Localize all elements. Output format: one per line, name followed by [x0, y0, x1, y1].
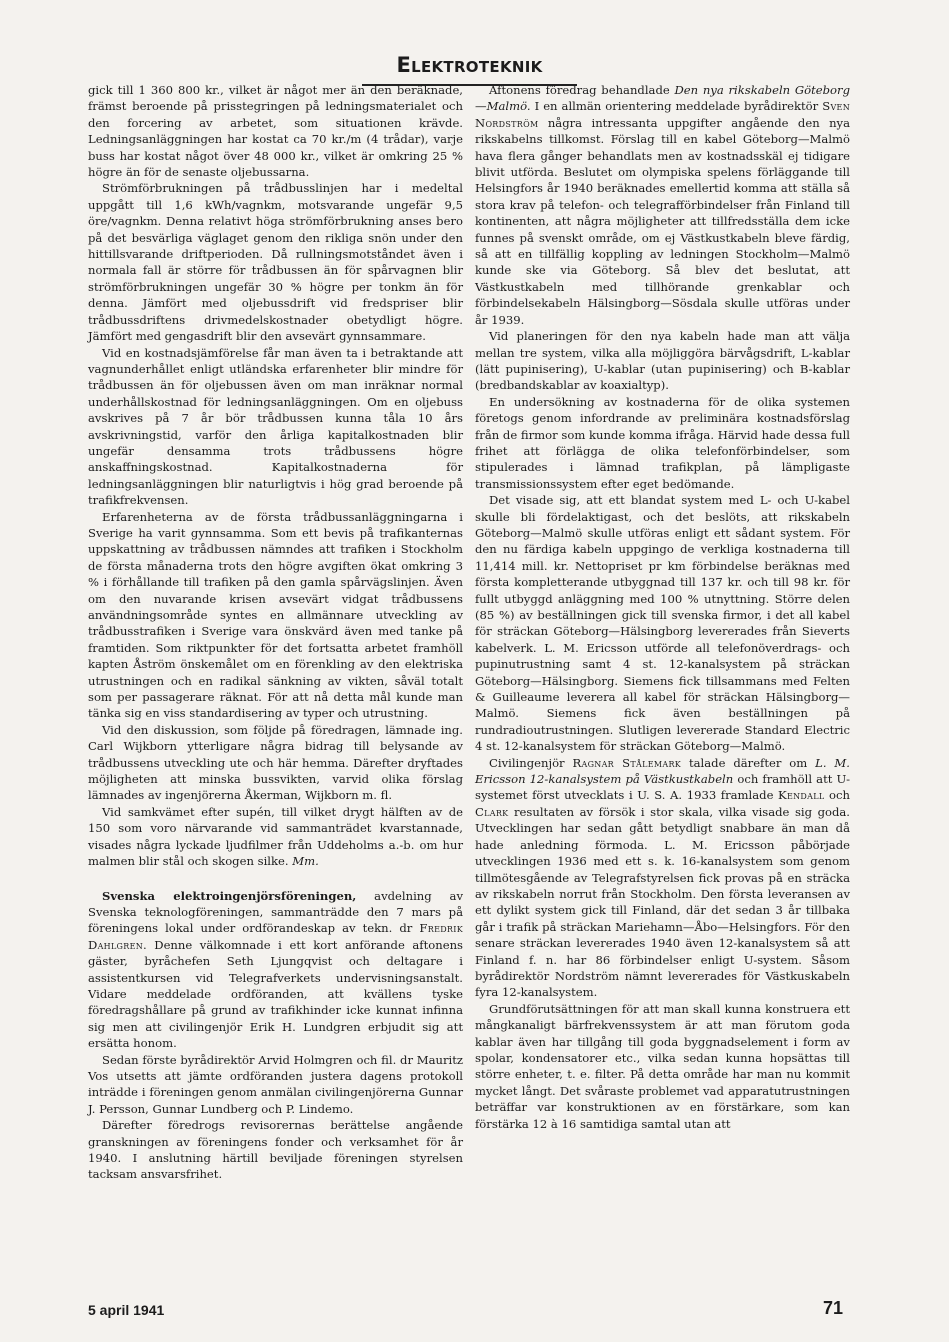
paragraph-text: och framhöll att U-systemet först utvecklats i U. S. A. 1933 framlade [475, 772, 850, 803]
paragraph-text: avdelning av Svenska teknologföreningen, sammanträdde den 7 mars på föreningens lokal under ordförandeskap av tekn. dr [88, 888, 463, 936]
person-name: Ragnar Stålemark [572, 755, 682, 770]
paragraph: Erfarenheterna av de första trådbussanläggningarna i Sverige ha varit gynnsamma. Som ett bevis på trafikanternas uppskattning av trådbussen nämndes att trafiken i Stockholm de första månaderna trots den högre avgiften ökat omkring 3 % i förhållande till trafiken på den gamla spårvägslinjen. Även om den nuvarande krisen avsevärt vidgat trådbussens användningsområde syntes en allmännare utveckling av trådbusstrafiken i Sverige vara önskvärd även med tanke på framtiden. Som riktpunkter för det fortsatta arbetet framhöll kapten Åström önskemålet om en förenkling av den elektriska utrustningen och en radikal sänkning av vikten, såväl totalt som per passagerare räknat. För att nå detta mål kunde man tänka sig en viss standardisering av typer och utrustning. [88, 509, 463, 721]
paragraph-text: Vid samkvämet efter supén, till vilket drygt hälften av de 150 som voro närvarande vid sammanträdet kvarstannade, visades några lyckade ljudfilmer från Uddeholms a.-b. om hur malmen blir stål och skogen silke. [88, 804, 463, 869]
paragraph: Det visade sig, att ett blandat system med L- och U-kabel skulle bli fördelaktigast, och det beslöts, att rikskabeln Göteborg—Malmö skulle utföras enligt ett sådant system. För den nu färdiga kabeln uppgingo de verkliga kostnaderna till 11,414 mill. kr. Nettopriset pr km förbindelse beräknas med första kompletterande utbyggnad till 137 kr. och till 98 kr. för fullt utbyggd anläggning med 100 % utnyttning. Större delen (85 %) av beställningen gick till svenska firmor, i det all kabel för sträckan Göteborg—Hälsingborg levererades från Sieverts kabelverk. L. M. Ericsson utförde all telefonöverdrags- och pupinutrustning samt 4 st. 12-kanalsystem på sträckan Göteborg—Hälsingborg. Siemens fick tillsammans med Felten & Guilleaume leverera all kabel för sträckan Hälsingborg—Malmö. Siemens fick även beställningen på rundradioutrustningen. Slutligen levererade Standard Electric 4 st. 12-kanalsystem för sträckan Göteborg—Malmö. [475, 493, 850, 754]
paragraph [475, 755, 850, 1001]
lecture-title: Den nya rikskabeln Göteborg—Malmö. [475, 83, 850, 114]
paragraph: Vid planeringen för den nya kabeln hade man att välja mellan tre system, vilka alla möjliggöra bärvågsdrift, L-kablar (lätt pupinisering), U-kablar (utan pupinisering) och B-kablar (bredbandskablar av koaxialtyp). [475, 329, 850, 393]
paragraph: Därefter föredrogs revisorernas berättelse angående granskningen av föreningens fonder och verksamhet för år 1940. I anslutning härtill beviljade föreningen styrelsen tacksam ansvarsfrihet. [88, 1118, 463, 1182]
paragraph-text: Civilingenjör [489, 755, 573, 770]
section-lead: Svenska elektroingenjörsföreningen, [102, 888, 357, 903]
paragraph [475, 82, 850, 328]
section-gap [88, 870, 463, 888]
lecture-title: L. M. Ericsson 12-kanalsystem på Västkustkabeln [475, 755, 850, 787]
paragraph [88, 804, 463, 870]
right-column [475, 82, 850, 1132]
paragraph: gick till 1 360 800 kr., vilket är något mer än den beräknade, främst beroende på prisstegringen på ledningsmaterialet och den forcering av arbetet, som situationen krävde. Ledningsanläggningen har kostat ca 70 kr./m (4 trådar), varje buss har kostat något över 48 000 kr., vilket är omkring 25 % högre än för de senaste oljebussarna. [88, 83, 463, 180]
paragraph-text: och [824, 788, 850, 803]
person-name: Clark [475, 804, 509, 819]
paragraph-text: resultaten av försök i stor skala, vilka visade sig goda. Utvecklingen har sedan gått betydligt snabbare än man då hade anledning förmoda. L. M. Ericsson påbörjade utvecklingen 1936 med ett s. k. 16-kanalsystem som genom tillmötesgående av Telegrafstyrelsen fick provas på en sträcka av rikskabeln norrut från Stockholm. Den första leveransen av ett dylikt system gick till Finland, där det sedan 3 år tillbaka går i trafik på sträckan Mariehamn—Åbo—Helsingfors. För den senare sträckan levererades 1940 även 12-kanalsystem så att Finland f. n. har 86 förbindelser enligt U-system. Såsom byrådirektör Nordström nämnt levererades för Västkuskabeln fyra 12-kanalsystem. [475, 804, 850, 1000]
header-title: Elektroteknik [396, 53, 543, 77]
paragraph-text: . Denne välkomnade i ett kort anförande aftonens gäster, byråchefen Seth Ljungqvist och deltagare i assistentkursen vid Telegrafverkets undervisningsanstalt. Vidare meddelade ordföranden, att kvällens tyske föredragshållare på grund av trafikhinder icke kunnat infinna sig men att civilingenjör Erik H. Lundgren erbjudit sig att ersätta honom. [88, 937, 463, 1051]
paragraph: Strömförbrukningen på trådbusslinjen har i medeltal uppgått till 1,6 kWh/vagnkm, motsvarande ungefär 9,5 öre/vagnkm. Denna relativt höga strömförbrukning anses bero på det besvärliga väglaget genom den rikliga snön under den hittillsvarande driftperioden. Då rullningsmotståndet även i normala fall är större för trådbussen än för spårvagnen blir strömförbrukningen ungefär 30 % högre per tonkm än för denna. Jämfört med oljebussdrift vid fredspriser blir trådbussdriftens drivmedelskostnader obetydligt högre. Jämfört med gengasdrift blir den avsevärt gynnsammare. [88, 181, 463, 344]
paragraph [88, 888, 463, 1052]
issue-date: 5 april 1941 [88, 1302, 165, 1318]
paragraph: Vid den diskussion, som följde på föredragen, lämnade ing. Carl Wijkborn ytterligare några bidrag till belysande av trådbussens utveckling ute och här hemma. Därefter dryftades möjligheten att minska bussvikten, varvid olika förslag lämnades av ingenjörerna Åkerman, Wijkborn m. fl. [88, 722, 463, 803]
paragraph: Sedan förste byrådirektör Arvid Holmgren och fil. dr Mauritz Vos utsetts att jämte ordföranden justera dagens protokoll inträdde i föreningen genom anmälan civilingenjörerna Gunnar J. Persson, Gunnar Lundberg och P. Lindemo. [88, 1052, 463, 1116]
paragraph-text: talade därefter om [681, 755, 816, 770]
paragraph-text: I en allmän orientering meddelade byrådirektör [530, 99, 823, 114]
page-number: 71 [823, 1298, 844, 1318]
left-column [88, 82, 463, 1183]
paragraph-text: Aftonens föredrag behandlade [489, 83, 675, 97]
person-name: Fredrik Dahlgren [88, 921, 463, 952]
signature: Mm. [292, 854, 319, 869]
person-name: Kendall [778, 788, 825, 803]
paragraph: Vid en kostnadsjämförelse får man även ta i betraktande att vagnunderhållet enligt utländska erfarenheter blir mindre för trådbussen än för oljebussen även om man inräknar normal underhållskostnad för ledningsanläggningen. Om en oljebuss avskrives på 7 år bör trådbussen kunna tåla 10 års avskrivningstid, varför den årliga kapitalkostnaden blir ungefär densamma trots trådbussens högre anskaffningskostnad. Kapitalkostnaderna för ledningsanläggningen blir naturligtvis i hög grad beroende på trafikfrekvensen. [88, 345, 463, 508]
page-header [362, 50, 577, 86]
paragraph-text: några intressanta uppgifter angående den nya rikskabelns tillkomst. Förslag till en kabel Göteborg—Malmö hava flera gånger behandlats men av kostnadsskäl ej tidigare blivit utförda. Beslutet om olympiska spelens förläggande till Helsingfors år 1940 beräknades emellertid komma att ställa så stora krav på telefon- och telegrafförbindelser från Finland till kontinenten, att några möjligheter att tillfredsställa dem icke funnes på svenskt område, om ej Västkustkabeln bleve färdig, så att en tillfällig koppling av ledningen Stockholm—Malmö kunde ske via Göteborg. Så blev det beslutat, att Västkustkabeln med tillhörande grenkablar och förbindelsekabeln Hälsingborg—Sösdala skulle utföras under år 1939. [475, 115, 850, 327]
person-name: Sven Nordström [475, 99, 850, 130]
paragraph: En undersökning av kostnaderna för de olika systemen företogs genom infordrande av preliminära kostnadsförslag från de firmor som kunde komma ifråga. Härvid hade dessa full frihet att förlägga de olika telefonförbindelser, som stipulerades i lämnad trafikplan, på lämpligaste transmissionssystem efter eget bedömande. [475, 394, 850, 491]
paragraph: Grundförutsättningen för att man skall kunna konstruera ett mångkanaligt bärfrekvenssystem är att man förutom goda kablar även har tillgång till goda byggnadselement i form av spolar, kondensatorer etc., vilka sedan kunna hopsättas till större enheter, t. e. filter. På detta område har man nu kommit mycket långt. Det svåraste problemet vad apparatutrustningen beträffar var konstruktionen av en förstärkare, som kan förstärka 12 à 16 samtidiga samtal utan att [475, 1001, 850, 1131]
